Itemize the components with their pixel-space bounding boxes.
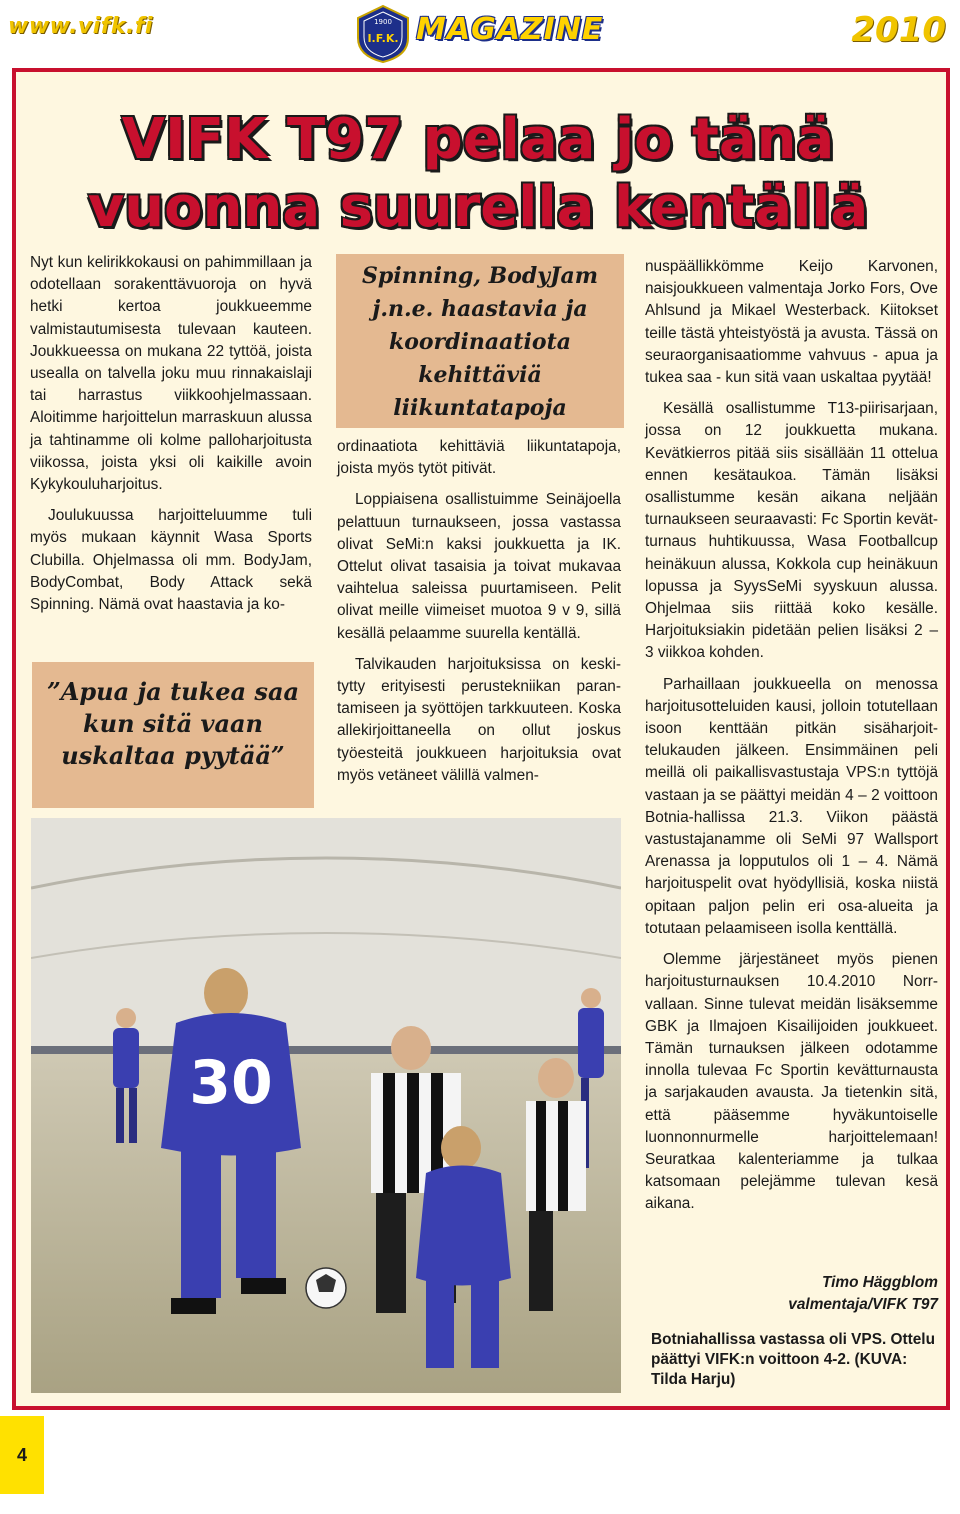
headline-line-1: VIFK T97 pelaa jo tänä (121, 107, 835, 172)
site-url[interactable]: www.vifk.fi (8, 14, 153, 39)
paragraph: Loppiaisena osallistuimme Seinäjoella pelattuun turnaukseen, jossa vastassa olivat SeMi:n kaksi joukkuetta ja IK. Ottelut olivat tasaisia ja toivat mukavaa vaihtelua saleissa puurtamiseen. Pelit olivat meille viimeiset muotoa 9 v 9, sillä kesällä pelaamme suurella kentällä. (337, 491, 621, 642)
byline-role: valmentaja/VIFK T97 (788, 1296, 938, 1313)
column-3 (645, 256, 938, 1225)
paragraph: Talvikauden harjoituksissa on keskitytty erityisesti perustekniikan parantamiseen ja syöttöjen tarkkuuteen. Koska allekirjoittaneella on ollut joskus työesteitä joukkueen harjoituksia ovat myös vetäneet välillä valmen- (337, 655, 621, 784)
byline (645, 1272, 938, 1316)
paragraph: Olemme järjestäneet myös pienen harjoitusturnauksen 10.4.2010 Norrvallaan. Sinne tulevat meidän lisäksemme GBK ja Ilmajoen Kisailijoiden joukkueet. Tämän turnauksen jälkeen odotamme innolla tulevaa Fc Sportin kevätturnausta ja sarjakauden avausta. Ja tietenkin sitä, että pääsemme hyväkuntoiselle luonnonnurmelle harjoittelemaan! Seuratkaa kalenteriamme ja tulkaa katsomaan pelejämme tulevan kesä aikana. (645, 951, 938, 1213)
article-headline (28, 106, 928, 242)
quote-box (32, 662, 314, 808)
paragraph: Joulukuussa harjoitteluumme tuli myös mukaan käynnit Wasa Sports Clubilla. Ohjelmassa oli mm. BodyJam, BodyCombat, Body Attack sekä Spinning. Nämä ovat haastavia ja ko- (30, 507, 312, 614)
column-1 (30, 252, 312, 625)
paragraph: Kesällä osallistumme T13-piirisarjaan, jossa on 12 joukkuetta mukana. Kevätkierros pitää siis sisällään 11 ottelua ennen kesätaukoa. Tämän lisäksi osallistumme kesän aikana neljään turnaukseen seuraavasti: Fc Sportin kevät-turnaus huhtikuussa, Wasa Footballcup heinäkuun alussa, Kokkola cup heinäkuun lopussa ja SyysSeMi syyskuun alussa. Ohjelmaa siis riittää koko kesälle. Harjoituksiakin pidetään pelien lisäksi 2 – 3 viikkoa kohden. (645, 400, 938, 662)
magazine-title: MAGAZINE (416, 12, 604, 47)
paragraph: ordinaatiota kehittäviä liikuntatapoja, joista myös tytöt pitivät. (337, 438, 621, 478)
jersey-number: 30 (189, 1048, 273, 1118)
logo-year: 1900 (374, 18, 392, 26)
club-logo (356, 4, 410, 64)
pull-quote-text: Spinning, BodyJam j.n.e. haastavia ja koordinaatiota kehittäviä liikuntatapoja (361, 263, 599, 421)
page-number: 4 (0, 1416, 44, 1494)
logo-letters: I.F.K. (367, 32, 399, 45)
issue-year: 2010 (851, 10, 946, 50)
magazine-header (0, 0, 960, 68)
byline-name: Timo Häggblom (821, 1274, 938, 1291)
paragraph: nuspäällikkömme Keijo Karvonen, naisjoukkueen valmentaja Jorko Fors, Ove Ahlsund ja Mikael Westerback. Kiitokset teille tästä yhteistyöstä ja avusta. Tässä on seuraorganisaatiomme vahvuus - apua ja tukea saa - kun sitä vaan uskaltaa pyytää! (645, 258, 938, 387)
paragraph: Parhaillaan joukkueella on menossa harjoitusotteluiden kausi, jolloin totutellaan isoon kenttään pitkän sisäharjoittelukauden jälkeen. Ensimmäinen peli meillä oli paikallisvastustaja VPS:n tyttöjä vastaan ja se päättyi meidän 4 – 2 voittoon Botnia-hallissa 21.3. Viikon päästä vastustajanamme oli SeMi 97 Wallsport Arenassa ja lopputulos oli 1 – 4. Nämä harjoituspelit ovat hyödyllisiä, koska niistä opitaan paljon pelin eri osa-alueita ja totutaan pelaamiseen isolla kenttällä. (645, 675, 938, 937)
photo-caption: Botniahallissa vastassa oli VPS. Ottelu päättyi VIFK:n voittoon 4-2. (KUVA: Tilda Harju) (651, 1331, 935, 1388)
football-icon (306, 1268, 346, 1308)
column-2 (337, 436, 621, 796)
match-photo (31, 818, 621, 1393)
pull-quote-box (336, 254, 624, 428)
paragraph: Nyt kun kelirikkokausi on pahimmillaan ja odotellaan sorakenttävuoroja on hyvä hetki kertoa joukkueemme valmistautumisesta tulevaan kauteen. Joukkueessa on mukana 22 tyttöä, joista usealla on talvella joku muu rinnakaislaji tai harrastus viikkoohjelmassaan. Aloitimme harjoittelun marraskuun alussa ja tahtinamme oli kolme palloharjoitusta viikossa, joista yksi oli kaikille avoin Kykykouluharjoitus. (30, 254, 312, 494)
headline-line-2: vuonna suurella kentällä (87, 175, 869, 240)
match-photo-illustration (31, 818, 621, 1393)
quote-text: ”Apua ja tukea saa kun sitä vaan uskaltaa pyytää” (46, 677, 300, 770)
